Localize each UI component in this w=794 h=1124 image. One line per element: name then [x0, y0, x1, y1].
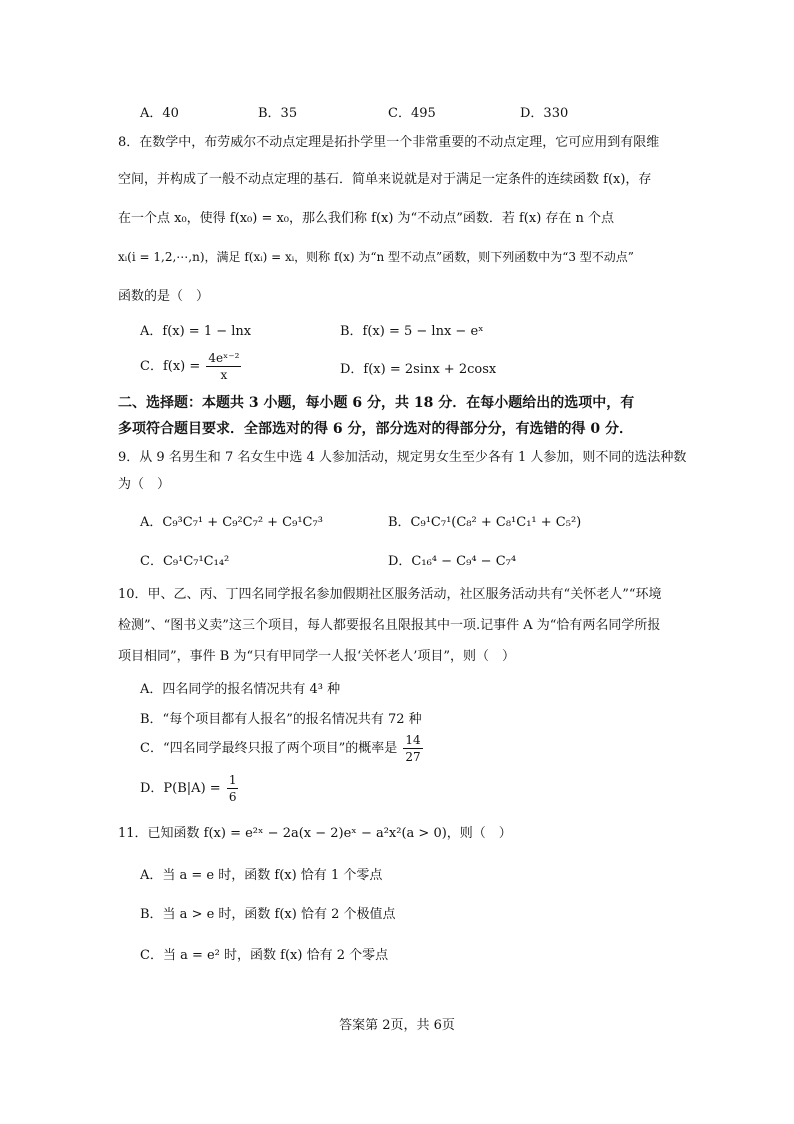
q10-option-d-numerator: 1	[228, 773, 237, 787]
q8-option-c-fraction	[206, 350, 241, 383]
q10-option-c-label: C．“四名同学最终只报了两个项目”的概率是	[140, 741, 398, 756]
q10-text-line-3: 项目相同”，事件 B 为“只有甲同学一人报‘关怀老人’项目”，则（ ）	[118, 649, 516, 664]
page-footer: 答案第 2页，共 6页	[339, 1018, 455, 1033]
q9-option-b: B．C₉¹C₇¹(C₈² + C₈¹C₁¹ + C₅²)	[388, 515, 582, 530]
q9-option-a: A．C₉³C₇¹ + C₉²C₇² + C₉¹C₇³	[140, 515, 323, 530]
q11-option-c: C．当 a = e² 时，函数 f(x) 恰有 2 个零点	[140, 948, 389, 963]
section-2-heading-line-1: 二、选择题：本题共 3 小题，每小题 6 分，共 18 分．在每小题给出的选项中，有	[118, 395, 635, 411]
q8-option-d: D．f(x) = 2sinx + 2cosx	[340, 362, 497, 377]
q7-option-a: A．40	[140, 106, 179, 121]
q10-option-d-denominator: 6	[228, 790, 237, 804]
q10-option-d-fraction	[227, 772, 239, 805]
q8-text-line-1: 8．在数学中，布劳威尔不动点定理是拓扑学里一个非常重要的不动点定理，它可应用到有限维	[118, 135, 660, 150]
q8-option-b: B．f(x) = 5 − lnx − eˣ	[340, 324, 484, 339]
q9-option-c: C．C₉¹C₇¹C₁₄²	[140, 554, 230, 569]
section-2-heading-line-2: 多项符合题目要求．全部选对的得 6 分，部分选对的得部分分，有选错的得 0 分．	[118, 421, 633, 437]
q10-option-a: A．四名同学的报名情况共有 4³ 种	[140, 682, 341, 697]
q8-text-line-3: 在一个点 x₀，使得 f(x₀) = x₀，那么我们称 f(x) 为“不动点”函数．若 f(x) 存在 n 个点	[118, 211, 615, 226]
q10-text-line-2: 检测”、“图书义卖”这三个项目，每人都要报名且限报其中一项.记事件 A 为“恰有两名同学所报	[118, 618, 661, 633]
q11-option-b: B．当 a > e 时，函数 f(x) 恰有 2 个极值点	[140, 907, 396, 922]
q8-option-a: A．f(x) = 1 − lnx	[140, 324, 252, 339]
q10-text-line-1: 10．甲、乙、丙、丁四名同学报名参加假期社区服务活动，社区服务活动共有“关怀老人”“环境	[118, 587, 662, 602]
q7-option-b: B．35	[258, 106, 298, 121]
q9-text-line-1: 9．从 9 名男生和 7 名女生中选 4 人参加活动，规定男女生至少各有 1 人参加，则不同的选法种数	[118, 450, 687, 465]
q7-option-c: C．495	[388, 106, 436, 121]
q7-option-d: D．330	[520, 106, 569, 121]
q10-option-d-label: D．P(B|A) =	[140, 781, 221, 796]
q11-text-line-1: 11．已知函数 f(x) = e²ˣ − 2a(x − 2)eˣ − a²x²(a > 0)，则（ ）	[118, 826, 512, 841]
q9-option-d: D．C₁₆⁴ − C₉⁴ − C₇⁴	[388, 554, 517, 569]
q8-text-line-4: xᵢ(i = 1,2,⋯,n)，满足 f(xᵢ) = xᵢ，则称 f(x) 为“n 型不动点”函数，则下列函数中为“3 型不动点”	[118, 250, 634, 264]
q10-option-b: B．“每个项目都有人报名”的报名情况共有 72 种	[140, 712, 422, 727]
q10-option-c	[140, 732, 425, 765]
q8-option-c	[140, 350, 243, 383]
q11-option-a: A．当 a = e 时，函数 f(x) 恰有 1 个零点	[140, 868, 383, 883]
q8-option-c-denominator: x	[220, 368, 228, 382]
q10-option-d	[140, 772, 240, 805]
q9-text-line-2: 为（ ）	[118, 477, 171, 492]
q8-option-c-label: C．f(x) =	[140, 359, 201, 374]
q8-text-line-2: 空间，并构成了一般不动点定理的基石．简单来说就是对于满足一定条件的连续函数 f(x)，存	[118, 172, 652, 187]
q8-option-c-numerator: 4eˣ⁻²	[208, 351, 240, 365]
q8-text-line-5: 函数的是（ ）	[118, 289, 210, 304]
q10-option-c-numerator: 14	[405, 733, 421, 747]
q10-option-c-fraction	[403, 732, 422, 765]
q10-option-c-denominator: 27	[405, 750, 421, 764]
